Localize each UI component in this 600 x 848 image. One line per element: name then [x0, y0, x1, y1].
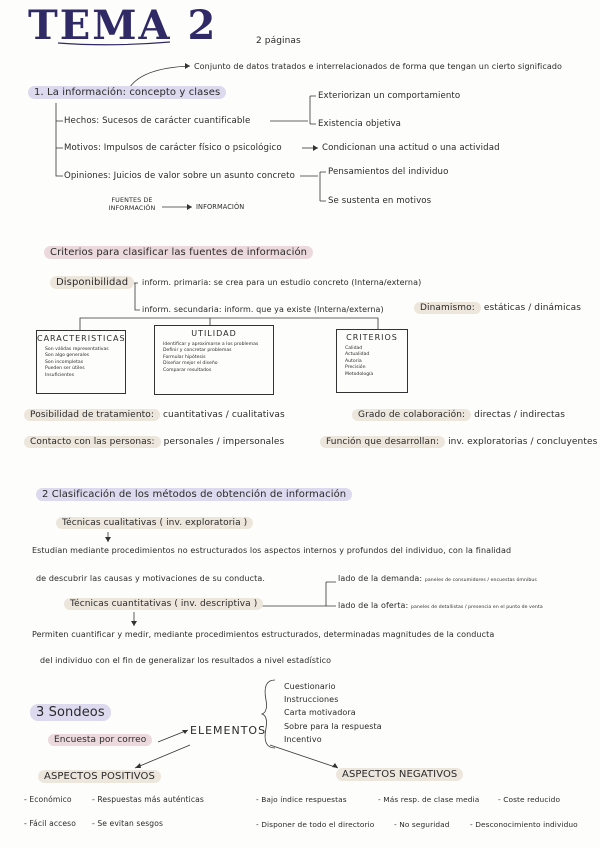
pos-item: - Fácil acceso	[24, 819, 76, 828]
criterios-box-title: CRITERIOS	[346, 333, 398, 342]
hechos-result-2: Existencia objetiva	[318, 119, 401, 129]
pos-item: - Se evitan sesgos	[92, 819, 164, 828]
list-item: Formular hipótesis	[163, 354, 206, 360]
utilidad-box	[154, 325, 274, 395]
caracteristicas-title: CARACTERISTICAS	[37, 334, 126, 343]
positive-heading: ASPECTOS POSITIVOS	[38, 770, 161, 783]
list-item: Actualidad	[345, 352, 370, 358]
colaboracion-label: Grado de colaboración:	[352, 409, 471, 421]
cuantitativas-line-1: Permiten cuantificar y medir, mediante procedimientos estructurados, determinadas magnitudes de la conducta	[32, 630, 495, 639]
disponibilidad-label: Disponibilidad	[50, 276, 134, 289]
elementos-list	[284, 680, 382, 746]
list-item: Comparar resultados	[163, 367, 212, 373]
criterios-heading: Criterios para clasificar las fuentes de información	[44, 246, 313, 259]
section-3-heading: 3 Sondeos	[30, 704, 111, 721]
page-count: 2 páginas	[256, 36, 301, 46]
oferta-note: paneles de detallistas / presencia en el punto de venta	[410, 605, 543, 610]
neg-item: - Desconocimiento individuo	[470, 820, 578, 829]
cualitativas-label: Técnicas cualitativas ( inv. exploratoria )	[56, 517, 253, 529]
list-item: Pueden ser útiles	[45, 366, 85, 372]
funcion	[320, 437, 597, 447]
neg-item: - Bajo índice respuestas	[256, 795, 347, 804]
hechos-text: Hechos: Sucesos de carácter cuantificable	[64, 116, 251, 126]
list-item: Diseñar mejor el diseño	[163, 361, 218, 367]
opiniones-result-2: Se sustenta en motivos	[328, 196, 432, 206]
neg-item: - Más resp. de clase media	[378, 795, 480, 804]
oferta-label: lado de la oferta:	[338, 601, 409, 610]
caracteristicas-box	[36, 330, 126, 394]
fuentes-result: INFORMACIÓN	[196, 203, 245, 211]
motivos-result: Condicionan una actitud o una actividad	[322, 143, 500, 153]
motivos-text: Motivos: Impulsos de carácter físico o psicológico	[64, 143, 282, 153]
cuantitativas-label: Técnicas cuantitativas ( inv. descriptiva )	[64, 598, 263, 610]
list-item: Son incompletas	[45, 359, 84, 365]
oferta	[338, 601, 543, 610]
demanda-note: paneles de consumidores / encuestas ómnibus	[424, 578, 537, 583]
elementos-brace	[262, 680, 275, 748]
list-item: Son válidas representativas	[45, 347, 109, 352]
list-item: Definir y concretar problemas	[163, 348, 232, 354]
secundaria-text: inform. secundaria: inform. que ya existe (Interna/externa)	[142, 305, 384, 314]
tratamiento-label: Posibilidad de tratamiento:	[24, 409, 160, 421]
contacto-value: personales / impersonales	[163, 437, 285, 447]
list-item: Sobre para la respuesta	[284, 721, 382, 731]
list-item: Calidad	[345, 346, 363, 351]
hechos-result-1: Exteriorizan un comportamiento	[318, 91, 461, 101]
demanda	[338, 574, 537, 583]
neg-item: - No seguridad	[394, 820, 450, 829]
section-1-heading: 1. La información: concepto y clases	[28, 86, 226, 99]
cualitativas-line-1: Estudian mediante procedimientos no estructurados los aspectos internos y profundos del individuo, con la finalidad	[32, 546, 512, 555]
list-item: Precisión	[345, 365, 366, 371]
tratamiento-value: cuantitativas / cualitativas	[162, 410, 285, 420]
fuentes-label: FUENTES DE INFORMACIÓN	[108, 196, 156, 212]
opiniones-result-1: Pensamientos del individuo	[328, 167, 449, 177]
colaboracion	[352, 410, 565, 420]
page-title: TEMA 2	[28, 2, 218, 49]
utilidad-title: UTILIDAD	[191, 329, 237, 338]
list-item: Carta motivadora	[284, 708, 356, 718]
list-item: Cuestionario	[284, 682, 336, 691]
contacto	[24, 437, 284, 447]
list-item: Instrucciones	[284, 695, 339, 705]
pos-item: - Respuestas más auténticas	[92, 795, 204, 804]
dinamismo	[414, 303, 581, 313]
list-item: Identificar y aproximarse a los problemas	[163, 342, 259, 347]
s1-tree-vertical	[56, 103, 63, 176]
negative-heading: ASPECTOS NEGATIVOS	[336, 768, 463, 781]
colaboracion-value: directas / indirectas	[474, 410, 566, 420]
funcion-value: inv. exploratorias / concluyentes	[448, 437, 598, 447]
criterios-box	[336, 329, 408, 393]
primaria-text: inform. primaria: se crea para un estudio concreto (Interna/externa)	[142, 278, 422, 287]
list-item: Autoría	[345, 358, 362, 364]
opiniones-text: Opiniones: Juicios de valor sobre un asunto concreto	[64, 171, 296, 181]
neg-arrow	[270, 745, 338, 768]
pos-item: - Económico	[24, 795, 72, 804]
contacto-label: Contacto con las personas:	[24, 436, 161, 448]
list-item: Insuficientes	[45, 372, 75, 378]
encuesta-label: Encuesta por correo	[48, 734, 152, 746]
cualitativas-line-2: de descubrir las causas y motivaciones de su conducta.	[36, 574, 265, 583]
cuantitativas-line-2: del individuo con el fin de generalizar los resultados a nivel estadístico	[40, 656, 332, 665]
neg-item: - Coste reducido	[498, 795, 561, 804]
dinamismo-label: Dinamismo:	[414, 302, 481, 314]
list-item: Son algo generales	[45, 353, 90, 359]
dinamismo-value: estáticas / dinámicas	[483, 303, 582, 313]
pos-arrow	[135, 745, 190, 768]
funcion-label: Función que desarrollan:	[320, 436, 445, 448]
demanda-label: lado de la demanda:	[338, 574, 423, 583]
tratamiento	[24, 410, 285, 420]
list-item: Metodología	[345, 371, 374, 377]
section-2-heading: 2 Clasificación de los métodos de obtención de información	[36, 488, 352, 501]
info-definition: Conjunto de datos tratados e interrelacionados de forma que tengan un cierto significado	[194, 62, 563, 71]
neg-item: - Disponer de todo el directorio	[256, 820, 375, 829]
list-item: Incentivo	[284, 734, 322, 744]
elementos-label: ELEMENTOS	[190, 724, 267, 737]
